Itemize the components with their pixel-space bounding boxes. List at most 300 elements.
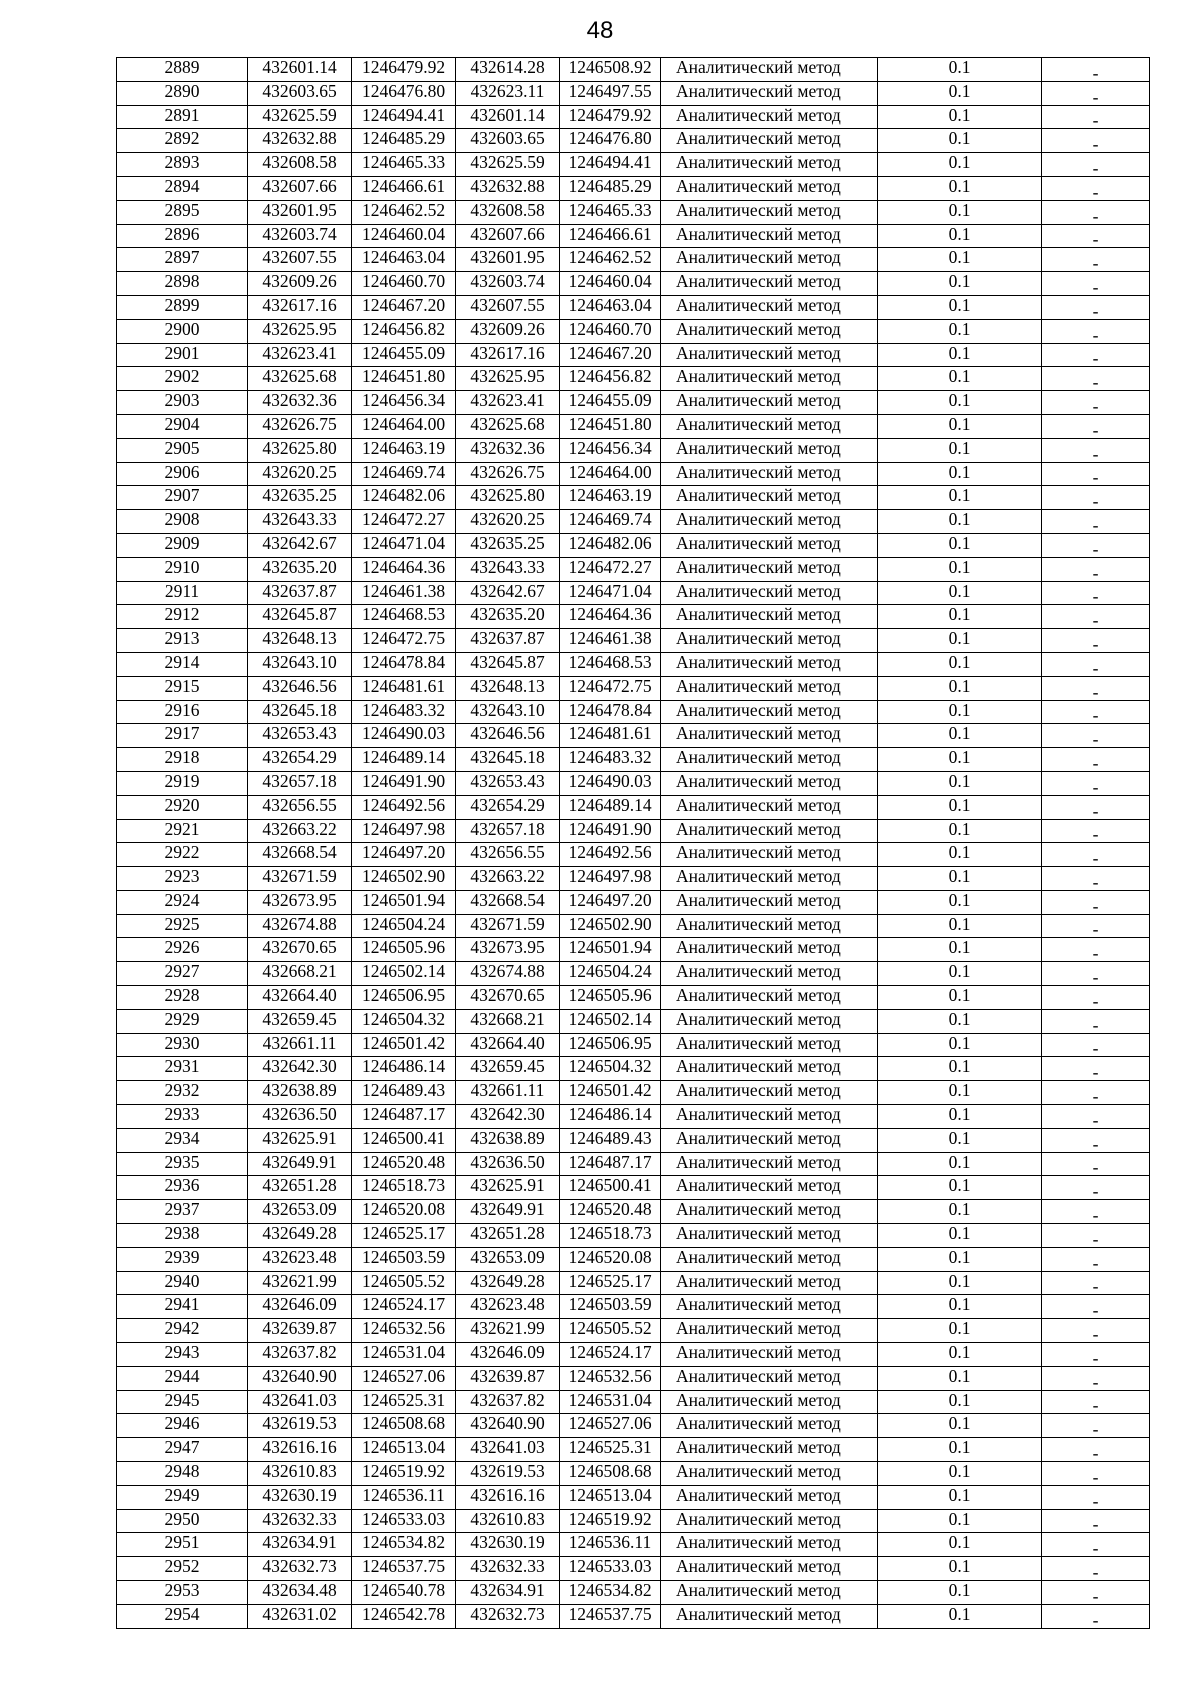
y-start-cell: 1246505.52 bbox=[352, 1271, 456, 1295]
y-start-cell: 1246537.75 bbox=[352, 1557, 456, 1581]
note-cell: - bbox=[1042, 1581, 1150, 1605]
point-number-cell: 2931 bbox=[117, 1057, 248, 1081]
accuracy-cell: 0.1 bbox=[878, 367, 1042, 391]
method-cell: Аналитический метод bbox=[661, 1438, 878, 1462]
coordinates-table bbox=[116, 57, 1150, 1629]
accuracy-cell: 0.1 bbox=[878, 248, 1042, 272]
y-end-cell: 1246463.19 bbox=[560, 486, 661, 510]
point-number-cell: 2908 bbox=[117, 510, 248, 534]
method-cell: Аналитический метод bbox=[661, 391, 878, 415]
x-end-cell: 432632.73 bbox=[456, 1604, 560, 1628]
method-cell: Аналитический метод bbox=[661, 724, 878, 748]
accuracy-cell: 0.1 bbox=[878, 1343, 1042, 1367]
x-start-cell: 432673.95 bbox=[248, 890, 352, 914]
point-number-cell: 2928 bbox=[117, 986, 248, 1010]
method-cell: Аналитический метод bbox=[661, 462, 878, 486]
y-start-cell: 1246479.92 bbox=[352, 58, 456, 82]
accuracy-cell: 0.1 bbox=[878, 438, 1042, 462]
accuracy-cell: 0.1 bbox=[878, 1462, 1042, 1486]
y-start-cell: 1246461.38 bbox=[352, 581, 456, 605]
method-cell: Аналитический метод bbox=[661, 1604, 878, 1628]
table-row bbox=[117, 1128, 1150, 1152]
y-start-cell: 1246462.52 bbox=[352, 200, 456, 224]
x-end-cell: 432649.91 bbox=[456, 1200, 560, 1224]
accuracy-cell: 0.1 bbox=[878, 1438, 1042, 1462]
accuracy-cell: 0.1 bbox=[878, 1247, 1042, 1271]
x-start-cell: 432621.99 bbox=[248, 1271, 352, 1295]
point-number-cell: 2937 bbox=[117, 1200, 248, 1224]
x-start-cell: 432626.75 bbox=[248, 414, 352, 438]
note-cell: - bbox=[1042, 129, 1150, 153]
note-cell: - bbox=[1042, 1390, 1150, 1414]
note-cell: - bbox=[1042, 843, 1150, 867]
y-end-cell: 1246464.00 bbox=[560, 462, 661, 486]
y-start-cell: 1246478.84 bbox=[352, 652, 456, 676]
x-start-cell: 432607.55 bbox=[248, 248, 352, 272]
y-end-cell: 1246501.42 bbox=[560, 1081, 661, 1105]
method-cell: Аналитический метод bbox=[661, 557, 878, 581]
method-cell: Аналитический метод bbox=[661, 295, 878, 319]
point-number-cell: 2950 bbox=[117, 1509, 248, 1533]
point-number-cell: 2894 bbox=[117, 176, 248, 200]
method-cell: Аналитический метод bbox=[661, 771, 878, 795]
note-cell: - bbox=[1042, 1057, 1150, 1081]
accuracy-cell: 0.1 bbox=[878, 652, 1042, 676]
y-end-cell: 1246465.33 bbox=[560, 200, 661, 224]
note-cell: - bbox=[1042, 1438, 1150, 1462]
point-number-cell: 2934 bbox=[117, 1128, 248, 1152]
x-start-cell: 432620.25 bbox=[248, 462, 352, 486]
y-end-cell: 1246519.92 bbox=[560, 1509, 661, 1533]
y-start-cell: 1246456.34 bbox=[352, 391, 456, 415]
point-number-cell: 2925 bbox=[117, 914, 248, 938]
y-start-cell: 1246505.96 bbox=[352, 938, 456, 962]
method-cell: Аналитический метод bbox=[661, 748, 878, 772]
y-start-cell: 1246466.61 bbox=[352, 176, 456, 200]
method-cell: Аналитический метод bbox=[661, 1081, 878, 1105]
y-start-cell: 1246463.19 bbox=[352, 438, 456, 462]
y-end-cell: 1246525.17 bbox=[560, 1271, 661, 1295]
y-start-cell: 1246542.78 bbox=[352, 1604, 456, 1628]
table-row bbox=[117, 1152, 1150, 1176]
table-row bbox=[117, 1509, 1150, 1533]
point-number-cell: 2926 bbox=[117, 938, 248, 962]
x-start-cell: 432601.14 bbox=[248, 58, 352, 82]
note-cell: - bbox=[1042, 1462, 1150, 1486]
method-cell: Аналитический метод bbox=[661, 105, 878, 129]
table-row bbox=[117, 1343, 1150, 1367]
x-end-cell: 432653.43 bbox=[456, 771, 560, 795]
x-end-cell: 432614.28 bbox=[456, 58, 560, 82]
x-start-cell: 432637.87 bbox=[248, 581, 352, 605]
method-cell: Аналитический метод bbox=[661, 1390, 878, 1414]
method-cell: Аналитический метод bbox=[661, 819, 878, 843]
y-end-cell: 1246462.52 bbox=[560, 248, 661, 272]
x-start-cell: 432610.83 bbox=[248, 1462, 352, 1486]
page-number: 48 bbox=[586, 17, 614, 44]
y-start-cell: 1246464.00 bbox=[352, 414, 456, 438]
x-end-cell: 432620.25 bbox=[456, 510, 560, 534]
y-start-cell: 1246451.80 bbox=[352, 367, 456, 391]
y-start-cell: 1246465.33 bbox=[352, 153, 456, 177]
table-row bbox=[117, 462, 1150, 486]
point-number-cell: 2913 bbox=[117, 629, 248, 653]
x-start-cell: 432668.21 bbox=[248, 962, 352, 986]
table-row bbox=[117, 1009, 1150, 1033]
x-end-cell: 432637.87 bbox=[456, 629, 560, 653]
accuracy-cell: 0.1 bbox=[878, 1176, 1042, 1200]
x-end-cell: 432649.28 bbox=[456, 1271, 560, 1295]
y-end-cell: 1246524.17 bbox=[560, 1343, 661, 1367]
point-number-cell: 2933 bbox=[117, 1105, 248, 1129]
point-number-cell: 2929 bbox=[117, 1009, 248, 1033]
method-cell: Аналитический метод bbox=[661, 533, 878, 557]
y-end-cell: 1246491.90 bbox=[560, 819, 661, 843]
x-end-cell: 432638.89 bbox=[456, 1128, 560, 1152]
note-cell: - bbox=[1042, 153, 1150, 177]
note-cell: - bbox=[1042, 248, 1150, 272]
table-row bbox=[117, 1057, 1150, 1081]
table-row bbox=[117, 391, 1150, 415]
x-end-cell: 432646.09 bbox=[456, 1343, 560, 1367]
y-end-cell: 1246486.14 bbox=[560, 1105, 661, 1129]
point-number-cell: 2906 bbox=[117, 462, 248, 486]
point-number-cell: 2947 bbox=[117, 1438, 248, 1462]
method-cell: Аналитический метод bbox=[661, 1009, 878, 1033]
point-number-cell: 2920 bbox=[117, 795, 248, 819]
point-number-cell: 2953 bbox=[117, 1581, 248, 1605]
accuracy-cell: 0.1 bbox=[878, 462, 1042, 486]
x-start-cell: 432661.11 bbox=[248, 1033, 352, 1057]
y-start-cell: 1246503.59 bbox=[352, 1247, 456, 1271]
table-row bbox=[117, 272, 1150, 296]
x-end-cell: 432653.09 bbox=[456, 1247, 560, 1271]
accuracy-cell: 0.1 bbox=[878, 105, 1042, 129]
y-start-cell: 1246471.04 bbox=[352, 533, 456, 557]
point-number-cell: 2949 bbox=[117, 1485, 248, 1509]
x-end-cell: 432657.18 bbox=[456, 819, 560, 843]
y-end-cell: 1246485.29 bbox=[560, 176, 661, 200]
method-cell: Аналитический метод bbox=[661, 1366, 878, 1390]
point-number-cell: 2923 bbox=[117, 867, 248, 891]
x-end-cell: 432603.74 bbox=[456, 272, 560, 296]
x-end-cell: 432617.16 bbox=[456, 343, 560, 367]
table-row bbox=[117, 58, 1150, 82]
x-end-cell: 432639.87 bbox=[456, 1366, 560, 1390]
table-row bbox=[117, 1247, 1150, 1271]
table-row bbox=[117, 248, 1150, 272]
x-start-cell: 432642.67 bbox=[248, 533, 352, 557]
method-cell: Аналитический метод bbox=[661, 1319, 878, 1343]
y-end-cell: 1246537.75 bbox=[560, 1604, 661, 1628]
x-start-cell: 432625.68 bbox=[248, 367, 352, 391]
note-cell: - bbox=[1042, 1414, 1150, 1438]
note-cell: - bbox=[1042, 319, 1150, 343]
note-cell: - bbox=[1042, 652, 1150, 676]
x-end-cell: 432616.16 bbox=[456, 1485, 560, 1509]
y-start-cell: 1246506.95 bbox=[352, 986, 456, 1010]
note-cell: - bbox=[1042, 1485, 1150, 1509]
x-end-cell: 432637.82 bbox=[456, 1390, 560, 1414]
accuracy-cell: 0.1 bbox=[878, 176, 1042, 200]
x-end-cell: 432642.67 bbox=[456, 581, 560, 605]
y-end-cell: 1246513.04 bbox=[560, 1485, 661, 1509]
x-start-cell: 432603.65 bbox=[248, 81, 352, 105]
y-end-cell: 1246502.90 bbox=[560, 914, 661, 938]
y-start-cell: 1246492.56 bbox=[352, 795, 456, 819]
x-start-cell: 432603.74 bbox=[248, 224, 352, 248]
note-cell: - bbox=[1042, 1604, 1150, 1628]
point-number-cell: 2922 bbox=[117, 843, 248, 867]
point-number-cell: 2927 bbox=[117, 962, 248, 986]
table-row bbox=[117, 962, 1150, 986]
y-end-cell: 1246482.06 bbox=[560, 533, 661, 557]
x-start-cell: 432646.56 bbox=[248, 676, 352, 700]
x-end-cell: 432635.25 bbox=[456, 533, 560, 557]
accuracy-cell: 0.1 bbox=[878, 153, 1042, 177]
point-number-cell: 2951 bbox=[117, 1533, 248, 1557]
y-start-cell: 1246501.94 bbox=[352, 890, 456, 914]
point-number-cell: 2902 bbox=[117, 367, 248, 391]
y-end-cell: 1246508.68 bbox=[560, 1462, 661, 1486]
note-cell: - bbox=[1042, 414, 1150, 438]
note-cell: - bbox=[1042, 486, 1150, 510]
table-row bbox=[117, 938, 1150, 962]
y-end-cell: 1246472.75 bbox=[560, 676, 661, 700]
point-number-cell: 2945 bbox=[117, 1390, 248, 1414]
y-start-cell: 1246532.56 bbox=[352, 1319, 456, 1343]
y-end-cell: 1246451.80 bbox=[560, 414, 661, 438]
method-cell: Аналитический метод bbox=[661, 1033, 878, 1057]
accuracy-cell: 0.1 bbox=[878, 1105, 1042, 1129]
y-start-cell: 1246501.42 bbox=[352, 1033, 456, 1057]
note-cell: - bbox=[1042, 581, 1150, 605]
y-end-cell: 1246504.24 bbox=[560, 962, 661, 986]
note-cell: - bbox=[1042, 1295, 1150, 1319]
table-row bbox=[117, 700, 1150, 724]
accuracy-cell: 0.1 bbox=[878, 581, 1042, 605]
x-end-cell: 432607.55 bbox=[456, 295, 560, 319]
table-row bbox=[117, 1105, 1150, 1129]
point-number-cell: 2915 bbox=[117, 676, 248, 700]
method-cell: Аналитический метод bbox=[661, 1152, 878, 1176]
y-end-cell: 1246455.09 bbox=[560, 391, 661, 415]
x-start-cell: 432635.25 bbox=[248, 486, 352, 510]
x-end-cell: 432670.65 bbox=[456, 986, 560, 1010]
method-cell: Аналитический метод bbox=[661, 1057, 878, 1081]
method-cell: Аналитический метод bbox=[661, 676, 878, 700]
point-number-cell: 2910 bbox=[117, 557, 248, 581]
note-cell: - bbox=[1042, 890, 1150, 914]
table-row bbox=[117, 890, 1150, 914]
y-end-cell: 1246489.43 bbox=[560, 1128, 661, 1152]
note-cell: - bbox=[1042, 272, 1150, 296]
accuracy-cell: 0.1 bbox=[878, 295, 1042, 319]
note-cell: - bbox=[1042, 1343, 1150, 1367]
method-cell: Аналитический метод bbox=[661, 962, 878, 986]
point-number-cell: 2914 bbox=[117, 652, 248, 676]
y-start-cell: 1246540.78 bbox=[352, 1581, 456, 1605]
accuracy-cell: 0.1 bbox=[878, 224, 1042, 248]
method-cell: Аналитический метод bbox=[661, 1581, 878, 1605]
y-end-cell: 1246531.04 bbox=[560, 1390, 661, 1414]
table-row bbox=[117, 795, 1150, 819]
x-end-cell: 432601.95 bbox=[456, 248, 560, 272]
x-end-cell: 432643.33 bbox=[456, 557, 560, 581]
x-start-cell: 432674.88 bbox=[248, 914, 352, 938]
y-end-cell: 1246500.41 bbox=[560, 1176, 661, 1200]
x-start-cell: 432607.66 bbox=[248, 176, 352, 200]
y-start-cell: 1246525.17 bbox=[352, 1224, 456, 1248]
note-cell: - bbox=[1042, 391, 1150, 415]
method-cell: Аналитический метод bbox=[661, 795, 878, 819]
y-end-cell: 1246527.06 bbox=[560, 1414, 661, 1438]
note-cell: - bbox=[1042, 224, 1150, 248]
y-end-cell: 1246476.80 bbox=[560, 129, 661, 153]
x-start-cell: 432664.40 bbox=[248, 986, 352, 1010]
x-end-cell: 432663.22 bbox=[456, 867, 560, 891]
x-end-cell: 432632.36 bbox=[456, 438, 560, 462]
point-number-cell: 2948 bbox=[117, 1462, 248, 1486]
method-cell: Аналитический метод bbox=[661, 1343, 878, 1367]
y-start-cell: 1246513.04 bbox=[352, 1438, 456, 1462]
x-end-cell: 432656.55 bbox=[456, 843, 560, 867]
point-number-cell: 2944 bbox=[117, 1366, 248, 1390]
x-end-cell: 432609.26 bbox=[456, 319, 560, 343]
method-cell: Аналитический метод bbox=[661, 1462, 878, 1486]
y-end-cell: 1246472.27 bbox=[560, 557, 661, 581]
table-row bbox=[117, 1438, 1150, 1462]
method-cell: Аналитический метод bbox=[661, 58, 878, 82]
y-start-cell: 1246468.53 bbox=[352, 605, 456, 629]
method-cell: Аналитический метод bbox=[661, 581, 878, 605]
x-end-cell: 432651.28 bbox=[456, 1224, 560, 1248]
accuracy-cell: 0.1 bbox=[878, 867, 1042, 891]
table-row bbox=[117, 676, 1150, 700]
note-cell: - bbox=[1042, 105, 1150, 129]
method-cell: Аналитический метод bbox=[661, 867, 878, 891]
note-cell: - bbox=[1042, 1319, 1150, 1343]
y-end-cell: 1246497.20 bbox=[560, 890, 661, 914]
x-end-cell: 432654.29 bbox=[456, 795, 560, 819]
x-end-cell: 432623.48 bbox=[456, 1295, 560, 1319]
table-row bbox=[117, 153, 1150, 177]
x-start-cell: 432642.30 bbox=[248, 1057, 352, 1081]
y-start-cell: 1246502.90 bbox=[352, 867, 456, 891]
x-end-cell: 432634.91 bbox=[456, 1581, 560, 1605]
method-cell: Аналитический метод bbox=[661, 510, 878, 534]
method-cell: Аналитический метод bbox=[661, 248, 878, 272]
y-end-cell: 1246503.59 bbox=[560, 1295, 661, 1319]
accuracy-cell: 0.1 bbox=[878, 557, 1042, 581]
y-end-cell: 1246532.56 bbox=[560, 1366, 661, 1390]
method-cell: Аналитический метод bbox=[661, 200, 878, 224]
table-row bbox=[117, 819, 1150, 843]
point-number-cell: 2892 bbox=[117, 129, 248, 153]
x-start-cell: 432653.43 bbox=[248, 724, 352, 748]
x-start-cell: 432649.28 bbox=[248, 1224, 352, 1248]
x-start-cell: 432663.22 bbox=[248, 819, 352, 843]
note-cell: - bbox=[1042, 914, 1150, 938]
table-body bbox=[117, 58, 1150, 1629]
y-end-cell: 1246525.31 bbox=[560, 1438, 661, 1462]
x-end-cell: 432641.03 bbox=[456, 1438, 560, 1462]
point-number-cell: 2898 bbox=[117, 272, 248, 296]
note-cell: - bbox=[1042, 510, 1150, 534]
point-number-cell: 2904 bbox=[117, 414, 248, 438]
note-cell: - bbox=[1042, 986, 1150, 1010]
accuracy-cell: 0.1 bbox=[878, 1604, 1042, 1628]
accuracy-cell: 0.1 bbox=[878, 486, 1042, 510]
note-cell: - bbox=[1042, 557, 1150, 581]
method-cell: Аналитический метод bbox=[661, 1414, 878, 1438]
x-start-cell: 432638.89 bbox=[248, 1081, 352, 1105]
method-cell: Аналитический метод bbox=[661, 153, 878, 177]
note-cell: - bbox=[1042, 819, 1150, 843]
x-end-cell: 432601.14 bbox=[456, 105, 560, 129]
y-end-cell: 1246536.11 bbox=[560, 1533, 661, 1557]
table-row bbox=[117, 1462, 1150, 1486]
note-cell: - bbox=[1042, 1533, 1150, 1557]
note-cell: - bbox=[1042, 771, 1150, 795]
method-cell: Аналитический метод bbox=[661, 1485, 878, 1509]
method-cell: Аналитический метод bbox=[661, 81, 878, 105]
point-number-cell: 2943 bbox=[117, 1343, 248, 1367]
accuracy-cell: 0.1 bbox=[878, 1009, 1042, 1033]
y-end-cell: 1246505.52 bbox=[560, 1319, 661, 1343]
point-number-cell: 2918 bbox=[117, 748, 248, 772]
y-start-cell: 1246520.08 bbox=[352, 1200, 456, 1224]
y-start-cell: 1246531.04 bbox=[352, 1343, 456, 1367]
y-end-cell: 1246487.17 bbox=[560, 1152, 661, 1176]
x-start-cell: 432637.82 bbox=[248, 1343, 352, 1367]
table-row bbox=[117, 1295, 1150, 1319]
y-start-cell: 1246502.14 bbox=[352, 962, 456, 986]
method-cell: Аналитический метод bbox=[661, 986, 878, 1010]
y-start-cell: 1246463.04 bbox=[352, 248, 456, 272]
y-start-cell: 1246467.20 bbox=[352, 295, 456, 319]
table-row bbox=[117, 414, 1150, 438]
y-end-cell: 1246490.03 bbox=[560, 771, 661, 795]
method-cell: Аналитический метод bbox=[661, 1533, 878, 1557]
x-start-cell: 432635.20 bbox=[248, 557, 352, 581]
method-cell: Аналитический метод bbox=[661, 1105, 878, 1129]
x-end-cell: 432625.91 bbox=[456, 1176, 560, 1200]
accuracy-cell: 0.1 bbox=[878, 533, 1042, 557]
accuracy-cell: 0.1 bbox=[878, 795, 1042, 819]
method-cell: Аналитический метод bbox=[661, 1200, 878, 1224]
point-number-cell: 2952 bbox=[117, 1557, 248, 1581]
note-cell: - bbox=[1042, 367, 1150, 391]
y-end-cell: 1246466.61 bbox=[560, 224, 661, 248]
point-number-cell: 2946 bbox=[117, 1414, 248, 1438]
y-end-cell: 1246497.98 bbox=[560, 867, 661, 891]
note-cell: - bbox=[1042, 1152, 1150, 1176]
y-start-cell: 1246534.82 bbox=[352, 1533, 456, 1557]
y-end-cell: 1246464.36 bbox=[560, 605, 661, 629]
y-start-cell: 1246455.09 bbox=[352, 343, 456, 367]
x-end-cell: 432640.90 bbox=[456, 1414, 560, 1438]
method-cell: Аналитический метод bbox=[661, 843, 878, 867]
point-number-cell: 2899 bbox=[117, 295, 248, 319]
y-start-cell: 1246500.41 bbox=[352, 1128, 456, 1152]
method-cell: Аналитический метод bbox=[661, 1271, 878, 1295]
method-cell: Аналитический метод bbox=[661, 1295, 878, 1319]
x-start-cell: 432668.54 bbox=[248, 843, 352, 867]
x-start-cell: 432651.28 bbox=[248, 1176, 352, 1200]
y-end-cell: 1246492.56 bbox=[560, 843, 661, 867]
x-end-cell: 432626.75 bbox=[456, 462, 560, 486]
